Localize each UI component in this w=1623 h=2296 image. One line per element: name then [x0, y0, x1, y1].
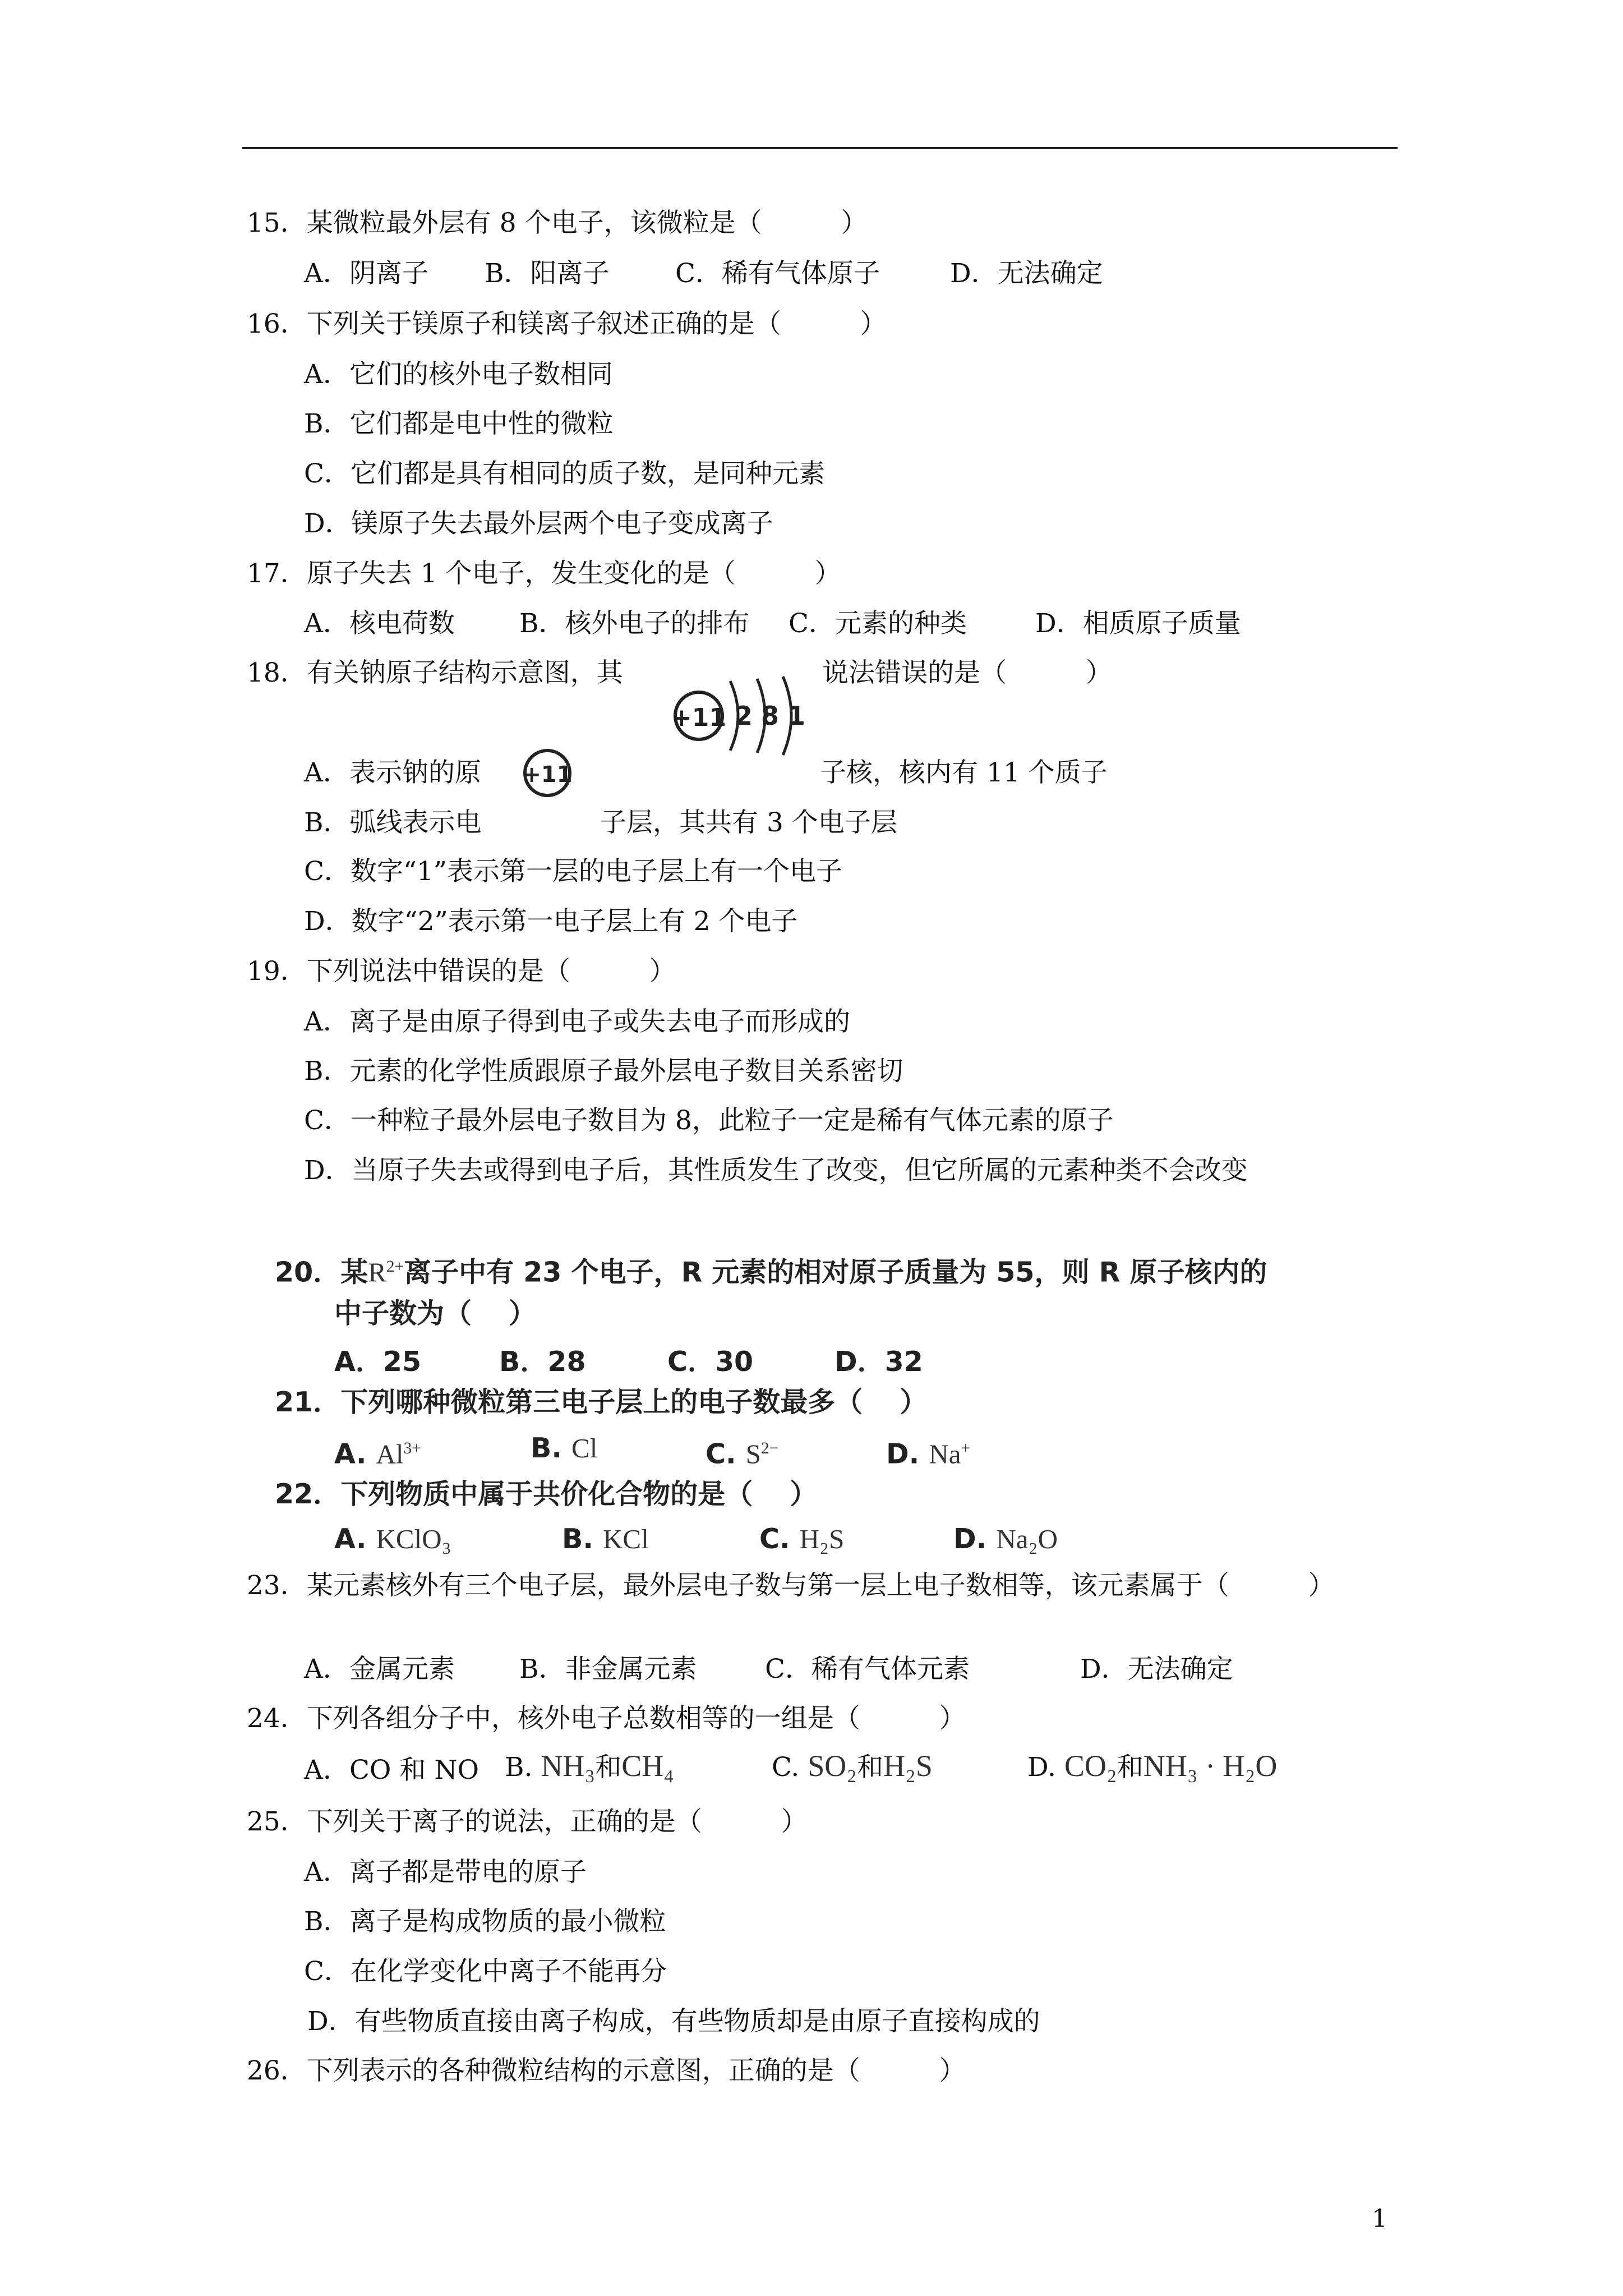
q16-option-a: A．它们的核外电子数相同 — [304, 359, 613, 390]
shell-electrons-2: 8 — [760, 701, 780, 731]
q24-option-b: B. NH₃和CH₄ — [505, 1749, 675, 1783]
q23-option-c: C．稀有气体元素 — [765, 1654, 970, 1685]
q25-option-d: D．有些物质直接由离子构成，有些物质却是由原子直接构成的 — [307, 2006, 1040, 2037]
q26-stem: 26．下列表示的各种微粒结构的示意图，正确的是（ ） — [247, 2055, 966, 2086]
q17-option-c: C．元素的种类 — [789, 608, 967, 639]
q19-stem: 19．下列说法中错误的是（ ） — [247, 956, 676, 987]
q15-stem: 15．某微粒最外层有 8 个电子，该微粒是（ ） — [247, 208, 868, 238]
header-rule — [242, 147, 1398, 149]
q18-option-a-part2: 子核，核内有 11 个质子 — [820, 757, 1108, 788]
q24-stem: 24．下列各组分子中，核外电子总数相等的一组是（ ） — [247, 1703, 966, 1734]
q15-option-a: A．阴离子 — [304, 258, 428, 289]
q19-option-a: A．离子是由原子得到电子或失去电子而形成的 — [304, 1006, 850, 1037]
q20-option-c: C．30 — [667, 1346, 754, 1378]
q18-stem-part1: 18．有关钠原子结构示意图，其 — [247, 657, 623, 688]
q21-stem: 21．下列哪种微粒第三电子层上的电子数最多（ ） — [275, 1386, 928, 1418]
q23-stem: 23．某元素核外有三个电子层，最外层电子数与第一层上电子数相等，该元素属于（ ） — [247, 1570, 1335, 1601]
q25-option-c: C．在化学变化中离子不能再分 — [304, 1956, 667, 1987]
q17-option-d: D．相质原子质量 — [1035, 608, 1241, 639]
q16-option-c: C．它们都是具有相同的质子数，是同种元素 — [304, 458, 825, 489]
q16-stem: 16．下列关于镁原子和镁离子叙述正确的是（ ） — [247, 309, 887, 339]
q20-stem-line2: 中子数为（ ） — [334, 1297, 537, 1329]
q15-option-c: C．稀有气体原子 — [675, 258, 880, 289]
q24-option-c: C. SO₂和H₂S — [772, 1749, 933, 1783]
nucleus-charge: +11 — [671, 703, 727, 732]
q25-stem: 25．下列关于离子的说法，正确的是（ ） — [247, 1806, 808, 1837]
sodium-atom-structure-diagram — [662, 673, 819, 785]
q22-option-b: B. KCl — [562, 1523, 649, 1555]
q22-stem: 22．下列物质中属于共价化合物的是（ ） — [275, 1478, 818, 1510]
shell-electrons-1: 2 — [734, 701, 753, 731]
q25-option-b: B．离子是构成物质的最小微粒 — [304, 1906, 666, 1937]
q23-option-d: D．无法确定 — [1080, 1654, 1233, 1685]
q22-option-c: C. H₂S — [759, 1523, 845, 1555]
q20-option-b: B．28 — [499, 1346, 586, 1378]
q24-option-d: D. CO₂和NH₃ · H₂O — [1027, 1749, 1278, 1783]
q16-option-d: D．镁原子失去最外层两个电子变成离子 — [304, 508, 773, 539]
q19-option-b: B．元素的化学性质跟原子最外层电子数目关系密切 — [304, 1056, 903, 1087]
q18-option-b-part2: 子层，其共有 3 个电子层 — [600, 807, 897, 838]
q21-option-a: A. $Al^{3+}$ — [334, 1438, 421, 1470]
q19-option-c: C．一种粒子最外层电子数目为 8，此粒子一定是稀有气体元素的原子 — [304, 1105, 1114, 1136]
q17-option-a: A．核电荷数 — [304, 608, 455, 639]
q16-option-b: B．它们都是电中性的微粒 — [304, 408, 614, 439]
q18-option-c: C．数字“1”表示第一层的电子层上有一个电子 — [304, 856, 842, 887]
nucleus-symbol-icon — [520, 746, 577, 800]
q17-stem: 17．原子失去 1 个电子，发生变化的是（ ） — [247, 558, 841, 589]
q25-option-a: A．离子都是带电的原子 — [304, 1857, 587, 1888]
q22-option-d: D. Na₂O — [953, 1523, 1058, 1555]
q21-option-c: C. $S^{2-}$ — [706, 1438, 779, 1470]
q24-option-a: A．CO 和 NO — [304, 1755, 479, 1786]
q20-stem-line1: 20．某$R^{2+}$离子中有 23 个电子，R 元素的相对原子质量为 55，则 R 原子核内的 — [275, 1256, 1267, 1289]
q18-stem-part2: 说法错误的是（ ） — [822, 657, 1112, 688]
q19-option-d: D．当原子失去或得到电子后，其性质发生了改变，但它所属的元素种类不会改变 — [304, 1155, 1248, 1186]
q20-option-d: D．32 — [834, 1346, 923, 1378]
page-number: 1 — [1372, 2205, 1387, 2233]
q15-option-b: B．阳离子 — [485, 258, 610, 289]
svg-text:+11: +11 — [522, 762, 573, 788]
q17-option-b: B．核外电子的排布 — [519, 608, 750, 639]
q23-option-b: B．非金属元素 — [519, 1654, 697, 1685]
shell-electrons-3: 1 — [787, 701, 806, 731]
q15-option-d: D．无法确定 — [950, 258, 1103, 289]
q18-option-d: D．数字“2”表示第一电子层上有 2 个电子 — [304, 906, 798, 937]
q20-option-a: A．25 — [334, 1346, 422, 1378]
q18-option-a-part1: A．表示钠的原 — [304, 757, 481, 788]
q21-option-d: D. Na+ — [886, 1438, 971, 1470]
q21-option-b: B. Cl — [531, 1432, 598, 1464]
q22-option-a: A. KClO₃ — [334, 1523, 451, 1555]
q18-option-b-part1: B．弧线表示电 — [304, 807, 482, 838]
q23-option-a: A．金属元素 — [304, 1654, 455, 1685]
